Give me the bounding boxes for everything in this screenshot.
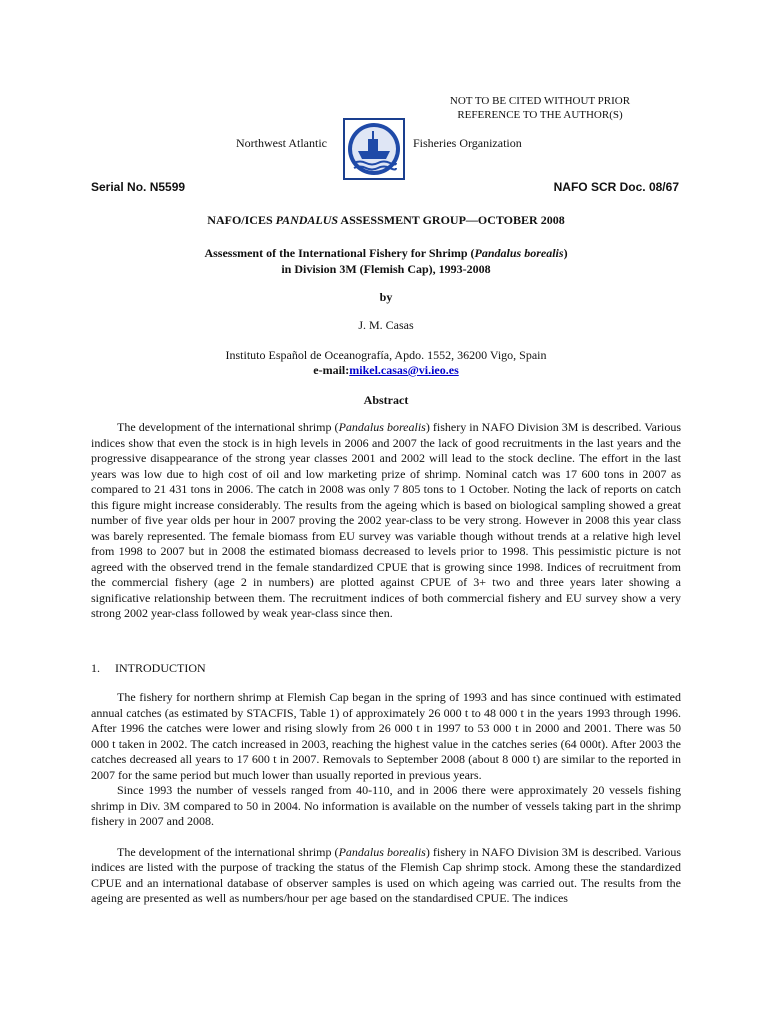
paper-title-line2: in Division 3M (Flemish Cap), 1993-2008 xyxy=(281,262,491,276)
section-number: 1. xyxy=(91,661,100,675)
group-title xyxy=(91,213,681,228)
abstract-body xyxy=(91,420,681,622)
nafo-logo-icon xyxy=(340,117,408,181)
paper-title-part2: ) xyxy=(563,246,568,260)
intro-p3-italic: Pandalus borealis xyxy=(338,844,426,859)
organization-right: Fisheries Organization xyxy=(413,136,522,150)
by-line: by xyxy=(379,290,393,304)
section-title: INTRODUCTION xyxy=(115,661,206,675)
serial-number: Serial No. N5599 xyxy=(91,180,186,194)
group-title-italic: PANDALUS xyxy=(275,213,339,227)
abstract-text-pre: The development of the international shrimp ( xyxy=(117,420,339,434)
affiliation: Instituto Español de Oceanografía, Apdo. 1552, 36200 Vigo, Spain xyxy=(225,348,547,362)
organization-left: Northwest Atlantic xyxy=(236,136,327,150)
introduction-body xyxy=(91,690,681,907)
citation-notice-line2: REFERENCE TO THE AUTHOR(S) xyxy=(457,109,623,121)
abstract-text-italic: Pandalus borealis xyxy=(338,420,426,434)
email-link[interactable]: mikel.casas@vi.ieo.es xyxy=(349,363,459,377)
group-title-prefix: NAFO/ICES xyxy=(207,213,276,227)
intro-paragraph-1: The fishery for northern shrimp at Flemish Cap began in the spring of 1993 and has since continued with estimated annual catches (as estimated by STACFIS, Table 1) of approximately 26 000 t to 48 000 t in the years 1993 through 1996. After 1996 the catches were lower and rising slowly from 26 000 t in 1997 to 53 000 t in 2000 and 2001. There was 50 000 t taken in 2002. The catch increased in 2003, reaching the highest value in the catches series (64 000t). After 2003 the catches decreased all years to 17 600 t in 2007. Removals to September 2008 (about 8 000 t) are similar to the reported in 2007 for the same period but much lower than usually reported in previous years. xyxy=(91,690,681,782)
intro-p3-pre: The development of the international shrimp ( xyxy=(117,844,339,859)
group-title-suffix: ASSESSMENT GROUP—OCTOBER 2008 xyxy=(338,213,565,227)
author: J. M. Casas xyxy=(358,318,414,332)
introduction-heading xyxy=(91,661,206,676)
paper-title-part1: Assessment of the International Fishery for Shrimp ( xyxy=(204,246,475,260)
email-line xyxy=(91,363,681,378)
email-label: e-mail: xyxy=(313,363,350,377)
scr-doc-number: NAFO SCR Doc. 08/67 xyxy=(553,180,679,194)
abstract-heading: Abstract xyxy=(363,393,409,407)
abstract-text-post: ) fishery in NAFO Division 3M is described. Various indices show that even the stock is in high levels in 2006 and 2007 the lack of good recruitments in the last years and the progressive disappearance of the strong year classes 2001 and 2002 will lead to the stock decline. The effort in the last years was low due to high cost of oil and low marketing prize of shrimp. Nominal catch was 17 600 tons in 2007 as compared to 21 431 tons in 2006. The catch in 2008 was only 7 805 tons to 1 October. Noting the lack of reports on catch this figure might increase considerably. The results from the ageing which is based on biological sampling showed a great number of five year olds per hour in 2007 proving the 2002 year-class to be very strong. However in 2008 this year class was barely represented. The female biomass from EU survey was variable though without trends at a relative high level from 1998 to 2007 but in 2008 the estimated biomass decreased to levels prior to 1998. This pessimistic picture is not agreed with the observed trend in the female standardized CPUE that is growing since 1998. Indices of recruitment from the commercial fishery (age 2 in numbers) are plotted against CPUE of 3+ two and three years later showing a significative relationship between them. The recruitment indices of both commercial fishery and EU survey show a very strong 2002 year-class followed by weak year-class since then. xyxy=(91,420,681,620)
intro-p3-post: ) fishery in NAFO Division 3M is described. Various indices are listed with the purpose of tracking the status of the Flemish Cap shrimp stock. Among these the standardized CPUE and an international database of observer samples is used on which ageing was carried out. The results from the ageing are presented as well as numbers/hour per age based on the standardised CPUE. The indices xyxy=(91,844,681,905)
intro-paragraph-3 xyxy=(91,845,681,907)
paper-title-italic: Pandalus borealis xyxy=(474,246,564,260)
citation-notice-line1: NOT TO BE CITED WITHOUT PRIOR xyxy=(449,95,631,107)
intro-paragraph-2: Since 1993 the number of vessels ranged from 40-110, and in 2006 there were approximately 20 vessels fishing shrimp in Div. 3M compared to 50 in 2004. No information is available on the number of vessels taking part in the shrimp fishery in 2007 and 2008. xyxy=(91,783,681,828)
citation-notice xyxy=(420,94,660,122)
paper-title xyxy=(91,245,681,277)
